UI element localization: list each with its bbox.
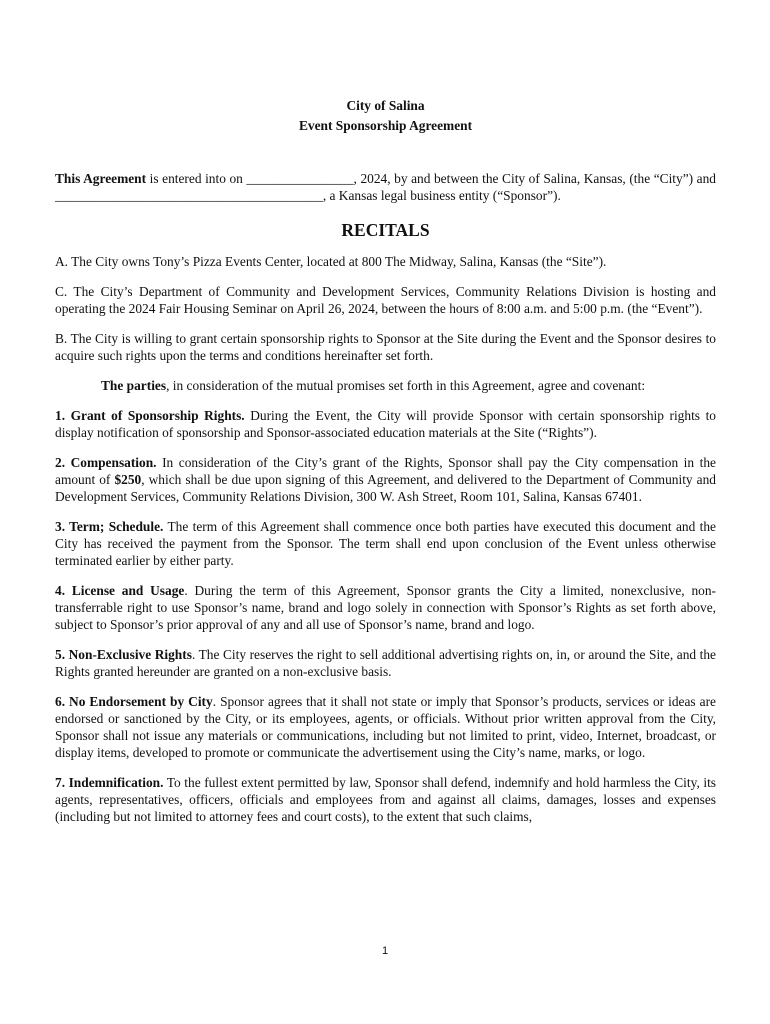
section-7-title: 7. Indemnification.: [55, 775, 164, 790]
section-6-text: . Sponsor agrees that it shall not state or imply that Sponsor’s products, services or ideas are endorsed or sanctioned by the City, or its employees, agents, or officials. Without prior written approval from the City, Sponsor shall not issue any materials or communications, including but not limited to print, video, Internet, broadcast, or display items, developed to promote or communicate the advertisement using the City’s name, marks, or logo.: [55, 694, 716, 760]
section-2: [55, 454, 716, 505]
recital-b: B. The City is willing to grant certain sponsorship rights to Sponsor at the Site during the Event and the Sponsor desires to acquire such rights upon the terms and conditions hereinafter set forth.: [55, 331, 716, 363]
document-title-line1: City of Salina: [346, 98, 425, 113]
section-5-text: . The City reserves the right to sell additional advertising rights on, in, or around the Site, and the Rights granted hereunder are granted on a non-exclusive basis.: [55, 647, 716, 679]
recitals-heading: RECITALS: [341, 220, 430, 240]
section-6: [55, 693, 716, 761]
recital-a: A. The City owns Tony’s Pizza Events Center, located at 800 The Midway, Salina, Kansas (the “Site”).: [55, 254, 607, 269]
section-3: [55, 518, 716, 569]
section-2-text-after: , which shall be due upon signing of this Agreement, and delivered to the Department of Community and Development Services, Community Relations Division, 300 W. Ash Street, Room 101, Salina, Kansas 67401.: [55, 472, 717, 504]
parties-lead: The parties: [101, 378, 167, 393]
intro-paragraph: [55, 170, 716, 204]
section-3-text: The term of this Agreement shall commence once both parties have executed this document and the City has received the payment from the Sponsor. The term shall end upon conclusion of the Event unless otherwise terminated earlier by either party.: [55, 519, 716, 568]
section-2-text: In consideration of the City’s grant of the Rights, Sponsor shall pay the City compensation in the amount of: [55, 455, 716, 487]
section-1-title: 1. Grant of Sponsorship Rights.: [55, 408, 245, 423]
parties-paragraph: [55, 377, 716, 394]
intro-text: is entered into on ________________, 2024, by and between the City of Salina, Kansas, (the “City”) and ________________________________________, a Kansas legal business entity (“Sponsor”).: [55, 171, 716, 203]
section-1-text: During the Event, the City will provide Sponsor with certain sponsorship rights to display notification of sponsorship and Sponsor-associated education materials at the Site (“Rights”).: [55, 408, 716, 440]
section-2-title: 2. Compensation.: [55, 455, 157, 470]
section-7-text: To the fullest extent permitted by law, Sponsor shall defend, indemnify and hold harmless the City, its agents, representatives, officers, officials and employees from and against all claims, damages, losses and expenses (including but not limited to attorney fees and court costs), to the extent that such claims,: [55, 775, 716, 824]
parties-text: , in consideration of the mutual promises set forth in this Agreement, agree and covenant:: [166, 378, 646, 393]
section-4-text: . During the term of this Agreement, Sponsor grants the City a limited, nonexclusive, non-transferrable right to use Sponsor’s name, brand and logo solely in connection with Sponsor’s Rights as set forth above, subject to Sponsor’s prior approval of any and all use of Sponsor’s name, brand and logo.: [55, 583, 716, 632]
section-3-title: 3. Term; Schedule.: [55, 519, 164, 534]
section-4-title: 4. License and Usage: [55, 583, 185, 598]
section-5-title: 5. Non-Exclusive Rights: [55, 647, 192, 662]
page-number: 1: [381, 945, 389, 957]
section-6-title: 6. No Endorsement by City: [55, 694, 213, 709]
document-body: [55, 96, 716, 825]
document-title-line2: Event Sponsorship Agreement: [298, 118, 473, 133]
section-4: [55, 582, 716, 633]
section-7: [55, 774, 716, 825]
section-2-amount: $250: [114, 472, 142, 487]
section-5: [55, 646, 716, 680]
section-1: [55, 407, 716, 441]
intro-lead: This Agreement: [55, 171, 147, 186]
recital-c: C. The City’s Department of Community and Development Services, Community Relations Division is hosting and operating the 2024 Fair Housing Seminar on April 26, 2024, between the hours of 8:00 a.m. and 5:00 p.m. (the “Event”).: [55, 284, 716, 316]
